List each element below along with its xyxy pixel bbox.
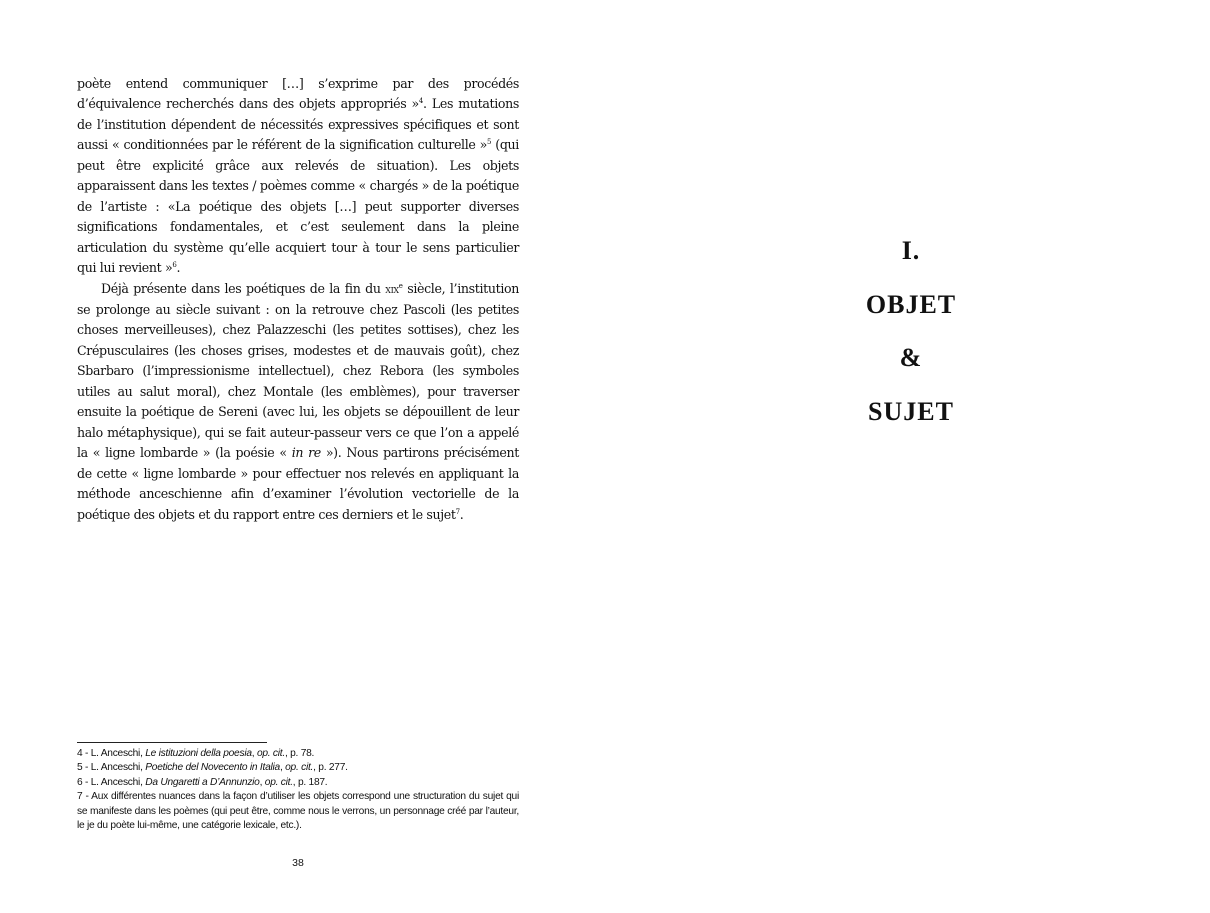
footnote-text: , — [279, 762, 286, 774]
text-run: »). Nous partirons précisément de cette « ligne lombarde » pour effectuer nos relevés en appliquant la méthode anceschienne afin d’examiner l’évolution vectorielle de la poétique des objets et du rapport entre ces derniers et le sujet — [77, 445, 519, 522]
footnote-text: 6 - L. Anceschi, — [77, 776, 146, 788]
footnote-text: 5 - L. Anceschi, — [77, 762, 146, 774]
footnote-4 — [77, 747, 519, 761]
title-ampersand: & — [899, 343, 923, 372]
page-number: 38 — [292, 857, 304, 869]
text-run: . Les mutations de l’institution dépendent de nécessités expressives spécifiques et sont aussi « conditionnées par le référent de la signification culturelle » — [77, 96, 520, 153]
footnote-7: 7 - Aux différentes nuances dans la façon d’utiliser les objets correspond une structuration du sujet qui se manifeste dans les poèmes (qui peut être, comme nous le verrons, un personnage créé par l’auteur, le je du poète lui-même, une catégorie lexicale, etc.). — [77, 791, 519, 832]
footnote-ref: op. cit. — [256, 748, 285, 759]
footnote-ref-7: 7 — [455, 507, 460, 516]
footnote-text: 4 - L. Anceschi, — [77, 748, 146, 759]
footnote-text: , — [251, 748, 257, 759]
title-word-objet: OBJET — [865, 289, 957, 319]
footnote-5 — [77, 761, 519, 775]
title-word-sujet: SUJET — [868, 396, 954, 426]
section-title — [811, 232, 1011, 446]
left-page — [77, 74, 519, 525]
text-run: . — [459, 506, 464, 522]
text-run: . — [176, 260, 181, 276]
century-numeral: xix — [385, 282, 399, 296]
text-run: (qui peut être explicité grâce aux relevés de situation). Les objets apparaissent dans les textes / poèmes comme « chargés » de la poétique de l’artiste : «La poétique des objets […] peut supporter diverses significations fondamentales, et c’est seulement dans la pleine articulation du système qu’elle acquiert tour à tour le sens particulier qui lui revient » — [77, 137, 519, 276]
footnotes — [77, 747, 519, 833]
footnote-ref-5: 5 — [487, 138, 492, 147]
paragraph — [77, 74, 519, 279]
footnote-ref: op. cit. — [285, 762, 314, 774]
footnote-title: Da Ungaretti a D’Annunzio — [145, 776, 260, 788]
footnote-divider — [77, 742, 267, 743]
footnote-6 — [77, 776, 519, 790]
footnote-title: Le istituzioni della poesia — [145, 748, 252, 759]
footnote-text: , p. 187. — [292, 776, 328, 788]
footnote-ref-6: 6 — [172, 260, 177, 269]
text-run: poète entend communiquer […] s’exprime par des procédés d’équivalence recherchés dans des objets appropriés » — [77, 76, 519, 112]
footnote-ref: op. cit. — [264, 776, 293, 788]
footnote-ref-4: 4 — [418, 97, 424, 106]
century-suffix: e — [398, 281, 403, 290]
section-number: I. — [901, 236, 921, 265]
paragraph — [77, 279, 519, 525]
body-text — [77, 74, 519, 525]
footnote-title: Poetiche del Novecento in Italia — [145, 762, 280, 774]
footnote-text: , p. 78. — [284, 748, 315, 759]
emphasis: in re — [291, 445, 321, 461]
footnote-text: , p. 277. — [313, 762, 348, 774]
text-run: siècle, l’institution se prolonge au siècle suivant : on la retrouve chez Pascoli (les petites choses merveilleuses), chez Palazzeschi (les petites sottises), chez les Crépusculaires (les choses grises, modestes et de mauvais goût), chez Sbarbaro (l’impressionisme intellectuel), chez Rebora (les symboles utiles au salut moral), chez Montale (les emblèmes), pour traverser ensuite la poétique de Sereni (avec lui, les objets se dépouillent de leur halo métaphysique), qui se fait auteur-passeur vers ce que l’on a appelé la « ligne lombarde » (la poésie « — [77, 280, 519, 461]
footnote-text: , — [259, 776, 265, 788]
text-run: Déjà présente dans les poétiques de la fin du — [101, 280, 386, 296]
